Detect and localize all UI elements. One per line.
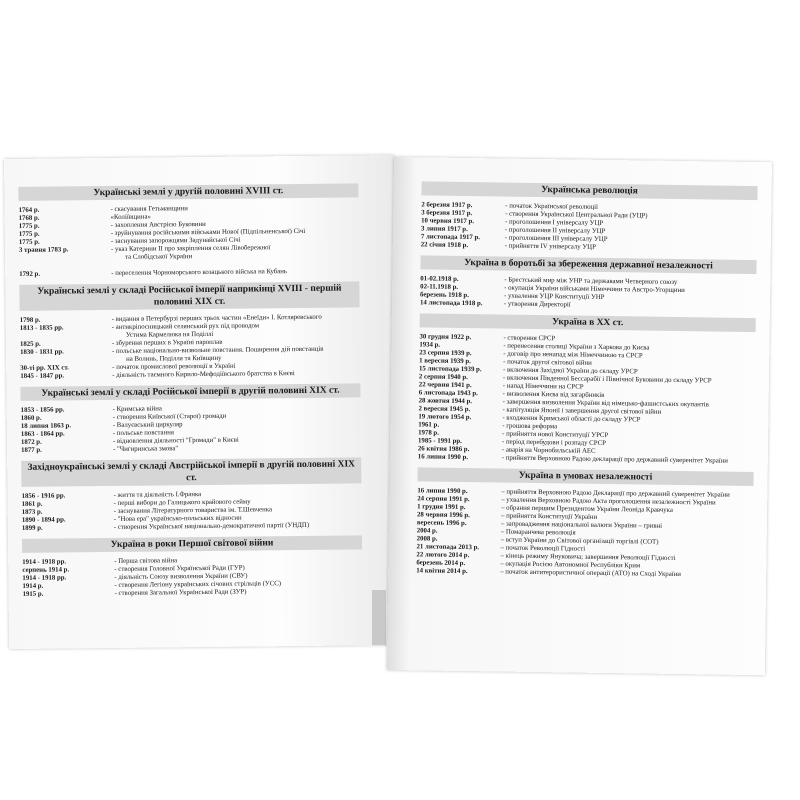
timeline-section xyxy=(420,255,757,312)
event-date: 2 вересня 1945 р. xyxy=(418,405,471,414)
event-description: - окупація України військами Німеччини та Австро-Угорщини xyxy=(504,284,685,295)
event-date: 1764 р. xyxy=(18,206,40,214)
event-description: - створення Української Центральної Ради (УЦР) xyxy=(505,210,648,220)
timeline-section xyxy=(19,281,360,381)
event-date: 6 листопада 1943 р. xyxy=(418,389,478,398)
event-description: - проголошення I універсалу УЦР xyxy=(505,218,604,227)
event-description: - збурення перших в Україні пароплав xyxy=(111,338,223,347)
event-date: серпень 1914 р. xyxy=(22,566,70,574)
event-description: - початок другої світової війни xyxy=(503,358,592,367)
timeline-section xyxy=(18,183,359,279)
event-date: 14 листопада 1918 р. xyxy=(419,299,483,308)
event-description: - визволення Києва від загарбників xyxy=(502,390,605,399)
event-description: - початок промислової революції в Україні xyxy=(112,362,236,371)
event-description: - капітуляція Японії і завершення другої світової війни xyxy=(502,406,662,416)
event-description: - заснування запорожцями Задунайської Січі xyxy=(110,236,241,245)
event-description: «Коліївщина» xyxy=(110,213,151,221)
event-date: 1845 - 1847 рр. xyxy=(20,372,65,380)
event-description: – початок антитерористичної операції (АТО) на Сході України xyxy=(500,568,681,579)
event-description: – прийняття Верховною Радою Декларації про державний суверенітет України xyxy=(501,488,730,499)
timeline-section xyxy=(418,313,756,466)
event-description: - завершення визволення України від німецько-фашистських окупантів xyxy=(502,398,709,409)
event-description: - Валуєвський циркуляр xyxy=(112,421,183,429)
event-date: 1873 р. xyxy=(21,508,43,516)
event-date: 1961 р. xyxy=(418,421,440,429)
event-date: 2008 р. xyxy=(416,535,438,543)
event-description: - "Нова ера" українсько-польських відносин xyxy=(113,514,242,523)
event-date: 16 липня 1990 р. xyxy=(417,487,468,496)
event-date: 1872 р. xyxy=(20,438,42,446)
event-description: - "Чигиринська змова" xyxy=(113,445,179,453)
section-title: Україна в роки Першої світової війни xyxy=(22,535,362,553)
event-description: - життя та діяльність І.Франка xyxy=(113,491,202,499)
section-title: Західноукраїнські землі у складі Австрійської імперії в другій половині XIX ст. xyxy=(21,457,361,487)
event-date: 2 серпня 1940 р. xyxy=(418,373,468,382)
event-description: – окупація Росією Автономної Республіки Крим xyxy=(500,560,641,570)
event-description: – Помаранчева революція xyxy=(500,528,576,537)
event-description: – кінець режиму Януковича; завершення Революції Гідності xyxy=(500,552,676,562)
section-title: Українські землі у другій половині XVIII ст. xyxy=(18,183,358,201)
event-date: 7 листопада 1917 р. xyxy=(420,233,481,242)
event-date: 2 березня 1917 р. xyxy=(421,201,473,210)
event-date: 30-ті рр. XIX ст. xyxy=(20,364,69,372)
event-date: вересень 1996 р. xyxy=(416,519,467,528)
event-date: 22 лютого 2014 р. xyxy=(416,551,470,560)
event-description: – вступ України до Світової організації торгівлі (СОТ) xyxy=(500,536,659,546)
section-title: Українська революція xyxy=(421,181,757,200)
event-description: на Волинь, Поділля та Київщину xyxy=(126,354,222,363)
event-date: 18 липня 1863 р. xyxy=(20,422,72,430)
event-date: 01-02.1918 р. xyxy=(420,275,459,283)
event-date: 26 квітня 1986 р. xyxy=(417,445,470,454)
event-date: 1914 - 1918 рр. xyxy=(22,574,67,582)
event-date: 14 квітня 2014 р. xyxy=(416,567,468,576)
page-gutter-shadow xyxy=(372,590,386,645)
event-description: - зруйнування російськими військами Нової (Підпільненської) Січі xyxy=(110,227,306,237)
event-date: 1 грудня 1991 р. xyxy=(417,503,466,512)
event-date: 1914 - 1918 рр. xyxy=(22,558,67,566)
section-title: Україна в умовах незалежності xyxy=(417,467,753,486)
event-description: - період перебудови і розпаду СРСР xyxy=(501,438,606,447)
event-date: 1978 р. xyxy=(418,429,439,437)
event-date: 3 березня 1917 р. xyxy=(421,209,473,218)
timeline-section xyxy=(21,457,362,533)
event-description: Устима Кармелюка на Поділлі xyxy=(125,330,214,339)
event-date: 1899 р. xyxy=(21,524,43,532)
right-page xyxy=(387,157,772,675)
event-description: – обрання першим Президентом України Леоніда Кравчука xyxy=(501,504,673,514)
event-date: 02-11.1918 р. xyxy=(420,283,459,291)
event-description: - входження Кримської області до складу УРСР xyxy=(502,414,641,424)
event-description: - включення Західної України до складу УРСР xyxy=(502,366,638,376)
event-date: 1775 р. xyxy=(18,222,40,230)
event-date: 1860 р. xyxy=(20,414,42,422)
event-date: 28 червня 1996 р. xyxy=(416,511,470,520)
event-date: 3 травня 1783 р. xyxy=(18,246,69,254)
event-date: 1830 - 1831 рр. xyxy=(20,348,64,356)
event-description: - прийняття IV універсалу УЦР xyxy=(504,242,596,251)
event-description: - створення Київської (Старої) громади xyxy=(112,412,227,421)
event-description: та Слобідської України xyxy=(125,253,193,261)
event-description: - указ Катерини II про закріплення селян Лівобережної xyxy=(110,244,271,253)
event-date: березень 2014 р. xyxy=(416,559,466,568)
timeline-section xyxy=(421,181,758,254)
left-page-sections xyxy=(18,183,362,605)
event-date: 3 липня 1917 р. xyxy=(420,225,468,234)
event-description: - початок Української революції xyxy=(505,202,599,211)
event-date: 1890 - 1894 рр. xyxy=(21,516,66,524)
event-description: - скасування Гетьманщини xyxy=(110,205,188,213)
event-description: - діяльність таємного Кирило-Мефодіївського братства в Києві xyxy=(112,370,295,379)
event-date: 10 червня 1917 р. xyxy=(421,217,475,226)
event-date: 22 січня 1918 р. xyxy=(420,241,469,250)
event-description: - проголошення III універсалу УЦР xyxy=(504,234,608,243)
event-description: - переселення Чорноморського козацького війська на Кубань xyxy=(111,268,288,277)
event-date: 1914 р. xyxy=(22,582,44,590)
event-description: - Перша світова війна xyxy=(114,557,178,565)
event-description: - прийняття Верховною Радою декларації про державний суверенітет України xyxy=(501,454,728,465)
event-date xyxy=(19,254,111,263)
event-description: - створення СРСР xyxy=(503,334,556,343)
event-description: - відновлення діяльності "Громади" в Києві xyxy=(112,436,239,445)
event-description: - антикріпосницький селянський рух під проводом xyxy=(111,322,260,331)
event-date: 23 серпня 1939 р. xyxy=(419,349,472,358)
timeline-section xyxy=(20,383,361,455)
right-page-sections xyxy=(416,181,758,586)
section-title: Українські землі у складі Російської імперії наприкінці XVIII - першій половині XIX ст. xyxy=(19,281,359,311)
event-description: - перші вибори до Галицького крайового сейму xyxy=(113,498,251,507)
section-title: Українські землі у складі Російської імперії в другій половині XIX ст. xyxy=(20,383,360,401)
event-date: 15 листопада 1939 р. xyxy=(418,365,482,374)
event-description: - ухвалення УЦР Конституції УНР xyxy=(504,292,605,301)
event-description: - діяльність Союзу визволення України (СВУ) xyxy=(114,572,248,581)
event-description: - заснування Літературного товариства ім. Т.Шевченка xyxy=(113,506,273,515)
event-date: 1 вересня 1939 р. xyxy=(419,357,471,366)
event-description: – прийняття Конституції України xyxy=(500,512,598,521)
timeline-section xyxy=(22,535,363,599)
event-date: 1768 р. xyxy=(18,214,40,222)
event-description: – початок Революції Гідності xyxy=(500,544,586,553)
event-date: 1775 р. xyxy=(18,238,40,246)
event-description: - створення Легіону українських січових стрільців (УСС) xyxy=(114,580,282,589)
event-description: – ухвалення Верховною Радою Акта проголошення незалежності України xyxy=(501,496,716,507)
event-date: 1825 р. xyxy=(19,340,41,348)
event-description: - грошова реформа xyxy=(502,422,558,431)
event-date: 1813 - 1835 рр. xyxy=(19,324,64,332)
event-description: - утворення Директорії xyxy=(503,300,571,309)
event-date: 1775 р. xyxy=(18,230,40,238)
event-description: – запровадження національної валюти України – гривні xyxy=(500,520,663,530)
event-description: - створення Головної Української Ради (ГУР) xyxy=(114,564,245,573)
event-date: 22 червня 1941 р. xyxy=(418,381,472,390)
event-description: - польське повстання xyxy=(112,429,174,437)
event-date: березень 1918 р. xyxy=(420,291,469,300)
event-date: 24 серпня 1991 р. xyxy=(417,495,470,504)
event-date: 21 листопада 2013 р. xyxy=(416,543,480,552)
section-title: Україна в XX ст. xyxy=(420,313,756,332)
event-date: 1853 - 1856 рр. xyxy=(20,406,65,414)
event-date: 16 липня 1990 р. xyxy=(417,453,469,462)
event-description: - польське національно-визвольне повстання. Поширення дій повстанців xyxy=(112,345,324,355)
event-description: - проголошення II універсалу УЦР xyxy=(504,226,606,235)
event-description: - прийняття нової Конституції УРСР xyxy=(502,430,609,440)
event-description: - створення Української національно-демократичної партії (УНДП) xyxy=(113,521,310,531)
event-description: - створення Загальної Української Ради (ЗУР) xyxy=(114,588,247,597)
section-title: Україна в боротьбі за збереження державної незалежності xyxy=(420,255,756,274)
event-description: - Брестський мир між УНР та державами Четверного союзу xyxy=(504,276,678,286)
event-description: - Кримська війна xyxy=(112,405,162,413)
event-description: - договір про ненапад між Німеччиною та СРСР xyxy=(503,350,643,360)
event-description: - захоплення Австрією Буковини xyxy=(110,220,206,229)
event-date: 1863 - 1864 рр. xyxy=(20,430,65,438)
event-date: 2004 р. xyxy=(416,527,438,535)
event-date: 1798 р. xyxy=(19,316,41,324)
event-description: - видання в Петербурзі перших трьох частин «Енеїди» І. Котляревського xyxy=(111,313,322,323)
event-date: 1985 - 1991 рр. xyxy=(417,437,462,445)
event-date: 30 грудня 1922 р. xyxy=(419,333,472,342)
event-date: 28 жовтня 1944 р. xyxy=(418,397,473,406)
event-date: 19 лютого 1954 р. xyxy=(418,413,472,422)
event-description: - аварія на Чорнобильській АЕС xyxy=(501,446,596,455)
event-description: - напад Німеччини на СРСР xyxy=(502,382,584,391)
event-date: 1877 р. xyxy=(21,446,42,454)
left-page xyxy=(4,155,399,649)
event-date: 1915 р. xyxy=(22,590,44,598)
event-date: 1934 р. xyxy=(419,341,441,349)
event-description: - перенесення столиці України з Харкова до Києва xyxy=(503,342,650,352)
timeline-section xyxy=(416,467,753,580)
event-date: 1792 р. xyxy=(19,270,41,278)
event-description: - включення Південної Бессарабії і Північної Буковини до складу УРСР xyxy=(502,374,712,385)
event-date: 1861 р. xyxy=(21,500,43,508)
event-date: 1856 - 1916 рр. xyxy=(21,492,66,500)
